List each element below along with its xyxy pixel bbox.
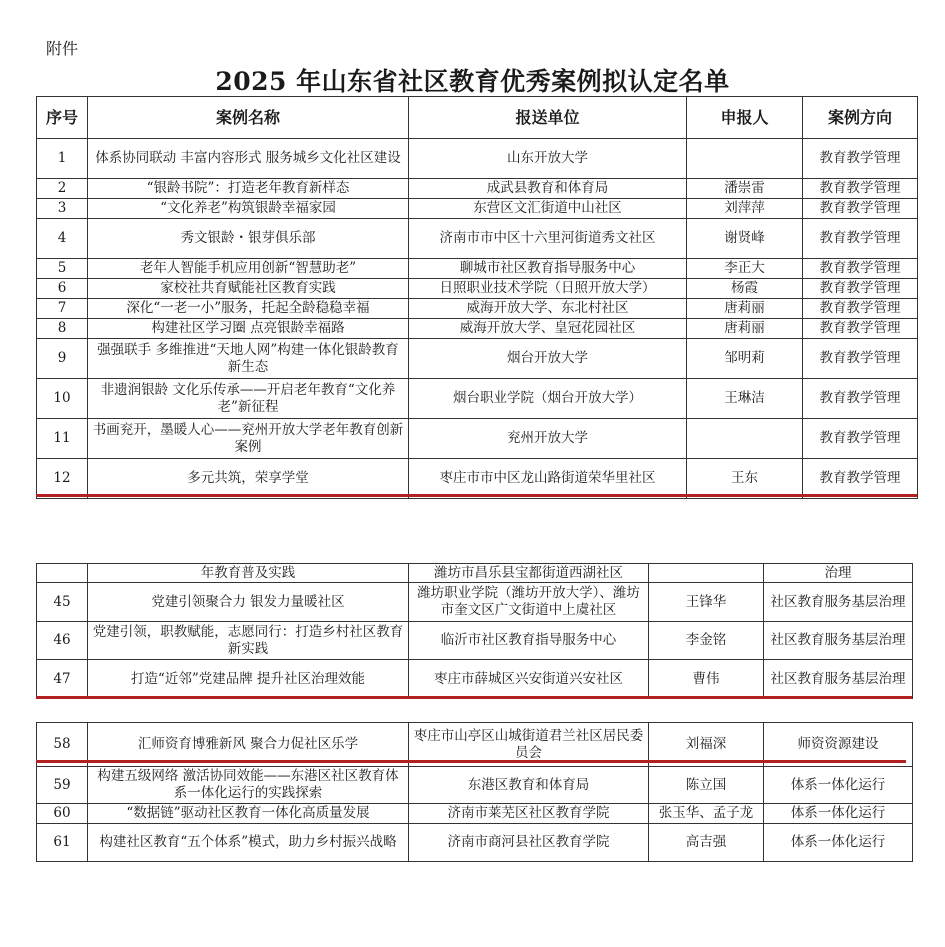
table-row — [37, 379, 918, 419]
case-direction: 教育教学管理 — [803, 259, 918, 279]
submitting-unit: 济南市市中区十六里河街道秀文社区 — [409, 219, 687, 259]
row-number: 1 — [37, 139, 88, 179]
case-direction: 师资资源建设 — [764, 723, 913, 767]
row-number: 3 — [37, 199, 88, 219]
case-direction: 教育教学管理 — [803, 339, 918, 379]
submitting-unit: 潍坊职业学院（潍坊开放大学）、潍坊市奎文区广文街道中上虞社区 — [409, 583, 649, 622]
row-number: 9 — [37, 339, 88, 379]
case-direction: 社区教育服务基层治理 — [764, 622, 913, 660]
row-number: 12 — [37, 459, 88, 499]
row-number: 45 — [37, 583, 88, 622]
row-number: 8 — [37, 319, 88, 339]
case-name: “文化养老”构筑银龄幸福家园 — [88, 199, 409, 219]
case-name: 家校社共育赋能社区教育实践 — [88, 279, 409, 299]
row-number: 6 — [37, 279, 88, 299]
case-name: 构建五级网络 激活协同效能——东港区社区教育体系一体化运行的实践探索 — [88, 767, 409, 804]
submitting-unit: 兖州开放大学 — [409, 419, 687, 459]
case-direction: 教育教学管理 — [803, 379, 918, 419]
case-direction: 教育教学管理 — [803, 199, 918, 219]
row-number: 10 — [37, 379, 88, 419]
page-title: 2025 年山东省社区教育优秀案例拟认定名单 — [215, 67, 730, 96]
submitting-unit: 临沂市社区教育指导服务中心 — [409, 622, 649, 660]
attachment-label: 附件 — [46, 39, 79, 58]
row-number: 11 — [37, 419, 88, 459]
submitting-unit: 山东开放大学 — [409, 139, 687, 179]
red-annotation-line — [36, 760, 906, 763]
applicant: 李正大 — [687, 259, 803, 279]
case-direction: 教育教学管理 — [803, 219, 918, 259]
case-name: 体系协同联动 丰富内容形式 服务城乡文化社区建设 — [88, 139, 409, 179]
case-direction: 体系一体化运行 — [764, 804, 913, 824]
case-table-section-2 — [36, 563, 913, 699]
header-case-name: 案例名称 — [88, 97, 409, 139]
submitting-unit: 枣庄市山亭区山城街道君兰社区居民委员会 — [409, 723, 649, 767]
row-number: 47 — [37, 660, 88, 700]
applicant: 唐莉丽 — [687, 299, 803, 319]
case-direction: 教育教学管理 — [803, 419, 918, 459]
row-number: 46 — [37, 622, 88, 660]
applicant: 邹明莉 — [687, 339, 803, 379]
header-direction: 案例方向 — [803, 97, 918, 139]
case-name: 深化“一老一小”服务，托起全龄稳稳幸福 — [88, 299, 409, 319]
submitting-unit: 聊城市社区教育指导服务中心 — [409, 259, 687, 279]
applicant: 王锋华 — [649, 583, 764, 622]
applicant — [687, 139, 803, 179]
table-row — [37, 179, 918, 199]
case-direction: 教育教学管理 — [803, 139, 918, 179]
case-direction: 教育教学管理 — [803, 179, 918, 199]
case-direction: 教育教学管理 — [803, 279, 918, 299]
table-row — [37, 299, 918, 319]
table-row — [37, 622, 913, 660]
applicant — [649, 564, 764, 583]
row-number: 5 — [37, 259, 88, 279]
case-name: 打造“近邻”党建品牌 提升社区治理效能 — [88, 660, 409, 700]
case-name: 汇师资育博雅新风 聚合力促社区乐学 — [88, 723, 409, 767]
case-name: 党建引领聚合力 银发力量暖社区 — [88, 583, 409, 622]
header-no: 序号 — [37, 97, 88, 139]
table-row — [37, 279, 918, 299]
case-name: 强强联手 多维推进“天地人网”构建一体化银龄教育新生态 — [88, 339, 409, 379]
row-number: 7 — [37, 299, 88, 319]
table-row — [37, 199, 918, 219]
applicant: 陈立国 — [649, 767, 764, 804]
table-row — [37, 339, 918, 379]
applicant: 李金铭 — [649, 622, 764, 660]
submitting-unit: 威海开放大学、皇冠花园社区 — [409, 319, 687, 339]
table-row — [37, 767, 913, 804]
red-annotation-line — [36, 494, 917, 497]
applicant: 王东 — [687, 459, 803, 499]
row-number: 59 — [37, 767, 88, 804]
applicant: 王琳洁 — [687, 379, 803, 419]
applicant: 谢贤峰 — [687, 219, 803, 259]
applicant: 潘崇雷 — [687, 179, 803, 199]
applicant: 张玉华、孟子龙 — [649, 804, 764, 824]
row-number: 4 — [37, 219, 88, 259]
applicant: 高吉强 — [649, 824, 764, 862]
case-name: 多元共筑，荣享学堂 — [88, 459, 409, 499]
table-row — [37, 139, 918, 179]
case-name: 书画兖开，墨暖人心——兖州开放大学老年教育创新案例 — [88, 419, 409, 459]
case-name: “数据链”驱动社区教育一体化高质量发展 — [88, 804, 409, 824]
case-name: “银龄书院”：打造老年教育新样态 — [88, 179, 409, 199]
case-direction: 体系一体化运行 — [764, 824, 913, 862]
case-direction: 社区教育服务基层治理 — [764, 660, 913, 700]
submitting-unit: 烟台职业学院（烟台开放大学） — [409, 379, 687, 419]
row-number: 58 — [37, 723, 88, 767]
case-direction: 社区教育服务基层治理 — [764, 583, 913, 622]
header-unit: 报送单位 — [409, 97, 687, 139]
table-row — [37, 583, 913, 622]
applicant: 刘萍萍 — [687, 199, 803, 219]
applicant — [687, 419, 803, 459]
submitting-unit: 成武县教育和体育局 — [409, 179, 687, 199]
table-row — [37, 804, 913, 824]
case-name: 构建社区教育“五个体系”模式，助力乡村振兴战略 — [88, 824, 409, 862]
applicant: 曹伟 — [649, 660, 764, 700]
case-name: 非遗润银龄 文化乐传承——开启老年教育“文化养老”新征程 — [88, 379, 409, 419]
case-name: 构建社区学习圈 点亮银龄幸福路 — [88, 319, 409, 339]
table-row — [37, 660, 913, 700]
case-table-section-1 — [36, 96, 918, 499]
applicant: 唐莉丽 — [687, 319, 803, 339]
case-direction: 教育教学管理 — [803, 319, 918, 339]
submitting-unit: 潍坊市昌乐县宝都街道西湖社区 — [409, 564, 649, 583]
submitting-unit: 东港区教育和体育局 — [409, 767, 649, 804]
header-person: 申报人 — [687, 97, 803, 139]
case-name: 秀文银龄・银芽俱乐部 — [88, 219, 409, 259]
submitting-unit: 济南市莱芜区社区教育学院 — [409, 804, 649, 824]
row-number: 61 — [37, 824, 88, 862]
case-direction: 治理 — [764, 564, 913, 583]
case-direction: 教育教学管理 — [803, 299, 918, 319]
submitting-unit: 东营区文汇街道中山社区 — [409, 199, 687, 219]
row-number — [37, 564, 88, 583]
case-direction: 教育教学管理 — [803, 459, 918, 499]
row-number: 60 — [37, 804, 88, 824]
case-name: 党建引领，职教赋能，志愿同行：打造乡村社区教育新实践 — [88, 622, 409, 660]
table-row — [37, 419, 918, 459]
submitting-unit: 枣庄市市中区龙山路街道荣华里社区 — [409, 459, 687, 499]
table-row — [37, 459, 918, 499]
red-annotation-line — [36, 696, 912, 699]
applicant: 杨霞 — [687, 279, 803, 299]
case-table-section-3 — [36, 722, 913, 862]
table-row — [37, 219, 918, 259]
table-row — [37, 564, 913, 583]
table-header-row — [37, 97, 918, 139]
applicant: 刘福深 — [649, 723, 764, 767]
table-row — [37, 319, 918, 339]
submitting-unit: 日照职业技术学院（日照开放大学） — [409, 279, 687, 299]
submitting-unit: 枣庄市薛城区兴安街道兴安社区 — [409, 660, 649, 700]
table-row — [37, 259, 918, 279]
row-number: 2 — [37, 179, 88, 199]
table-row — [37, 824, 913, 862]
case-name: 老年人智能手机应用创新“智慧助老” — [88, 259, 409, 279]
submitting-unit: 烟台开放大学 — [409, 339, 687, 379]
case-direction: 体系一体化运行 — [764, 767, 913, 804]
submitting-unit: 济南市商河县社区教育学院 — [409, 824, 649, 862]
submitting-unit: 威海开放大学、东北村社区 — [409, 299, 687, 319]
case-name: 年教育普及实践 — [88, 564, 409, 583]
